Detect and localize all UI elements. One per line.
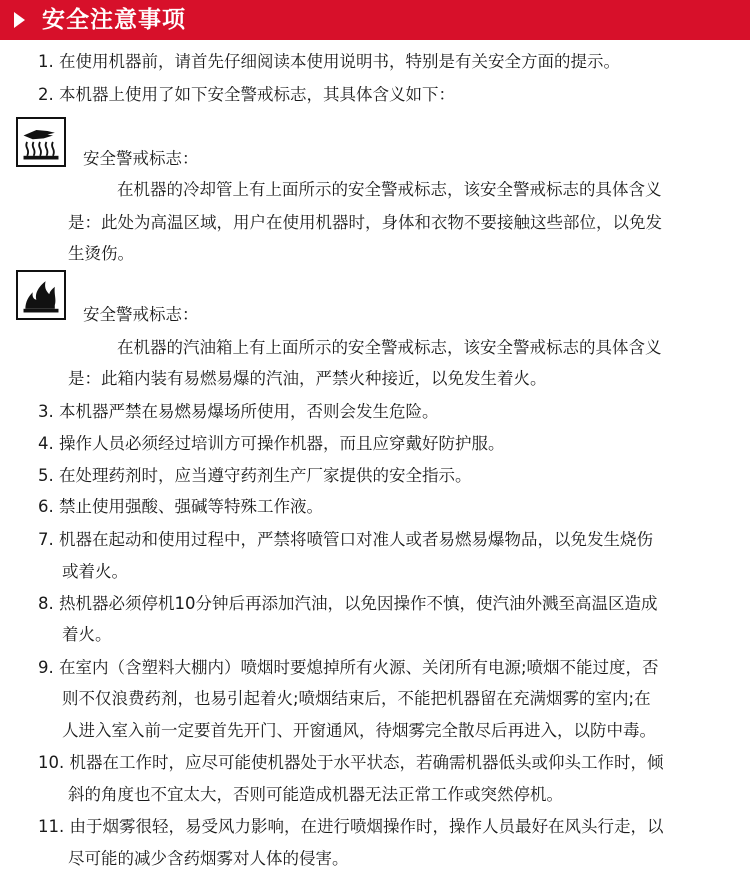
sign-hot-label: 安全警戒标志： — [83, 149, 199, 168]
flammable-fire-icon — [16, 270, 66, 320]
item-6-line-1: 6. 禁止使用强酸、强碱等特殊工作液。 — [38, 497, 323, 516]
sign-hot-line-1: 在机器的冷却管上有上面所示的安全警戒标志，该安全警戒标志的具体含义 — [117, 180, 662, 199]
sign-fire-line-1: 在机器的汽油箱上有上面所示的安全警戒标志，该安全警戒标志的具体含义 — [117, 338, 662, 357]
sign-fire-line-2: 是：此箱内装有易燃易爆的汽油，严禁火种接近，以免发生着火。 — [68, 369, 547, 388]
section-header — [0, 0, 750, 40]
item-4-line-1: 4. 操作人员必须经过培训方可操作机器，而且应穿戴好防护服。 — [38, 434, 505, 453]
section-title: 安全注意事项 — [42, 7, 186, 33]
hot-surface-hand-icon — [16, 117, 66, 167]
item-3-line-1: 3. 本机器严禁在易燃易爆场所使用，否则会发生危险。 — [38, 402, 439, 421]
item-7-line-2: 或着火。 — [62, 562, 128, 581]
item-11-line-1: 11. 由于烟雾很轻，易受风力影响，在进行喷烟操作时，操作人员最好在风头行走，以 — [38, 817, 664, 836]
item-10-line-2: 斜的角度也不宜太大，否则可能造成机器无法正常工作或突然停机。 — [68, 785, 563, 804]
sign-hot-line-3: 生烫伤。 — [68, 244, 134, 263]
play-arrow-icon — [14, 12, 25, 28]
item-8-line-1: 8. 热机器必须停机10分钟后再添加汽油，以免因操作不慎，使汽油外溅至高温区造成 — [38, 594, 658, 613]
item-8-line-2: 着火。 — [62, 625, 112, 644]
item-1-line-1: 1. 在使用机器前，请首先仔细阅读本使用说明书，特别是有关安全方面的提示。 — [38, 52, 620, 71]
item-11-line-2: 尽可能的减少含药烟雾对人体的侵害。 — [68, 849, 349, 868]
sign-hot-line-2: 是：此处为高温区域，用户在使用机器时，身体和衣物不要接触这些部位，以免发 — [68, 213, 662, 232]
item-2-line-1: 2. 本机器上使用了如下安全警戒标志，其具体含义如下： — [38, 85, 455, 104]
item-9-line-3: 人进入室入前一定要首先开门、开窗通风，待烟雾完全散尽后再进入，以防中毒。 — [62, 721, 656, 740]
item-9-line-2: 则不仅浪费药剂，也易引起着火;喷烟结束后，不能把机器留在充满烟雾的室内;在 — [62, 689, 651, 708]
item-10-line-1: 10. 机器在工作时，应尽可能使机器处于水平状态，若确需机器低头或仰头工作时，倾 — [38, 753, 664, 772]
item-9-line-1: 9. 在室内（含塑料大棚内）喷烟时要熄掉所有火源、关闭所有电源;喷烟不能过度，否 — [38, 658, 659, 677]
item-5-line-1: 5. 在处理药剂时，应当遵守药剂生产厂家提供的安全指示。 — [38, 466, 472, 485]
item-7-line-1: 7. 机器在起动和使用过程中，严禁将喷管口对准人或者易燃易爆物品，以免发生烧伤 — [38, 530, 653, 549]
sign-fire-label: 安全警戒标志： — [83, 305, 199, 324]
